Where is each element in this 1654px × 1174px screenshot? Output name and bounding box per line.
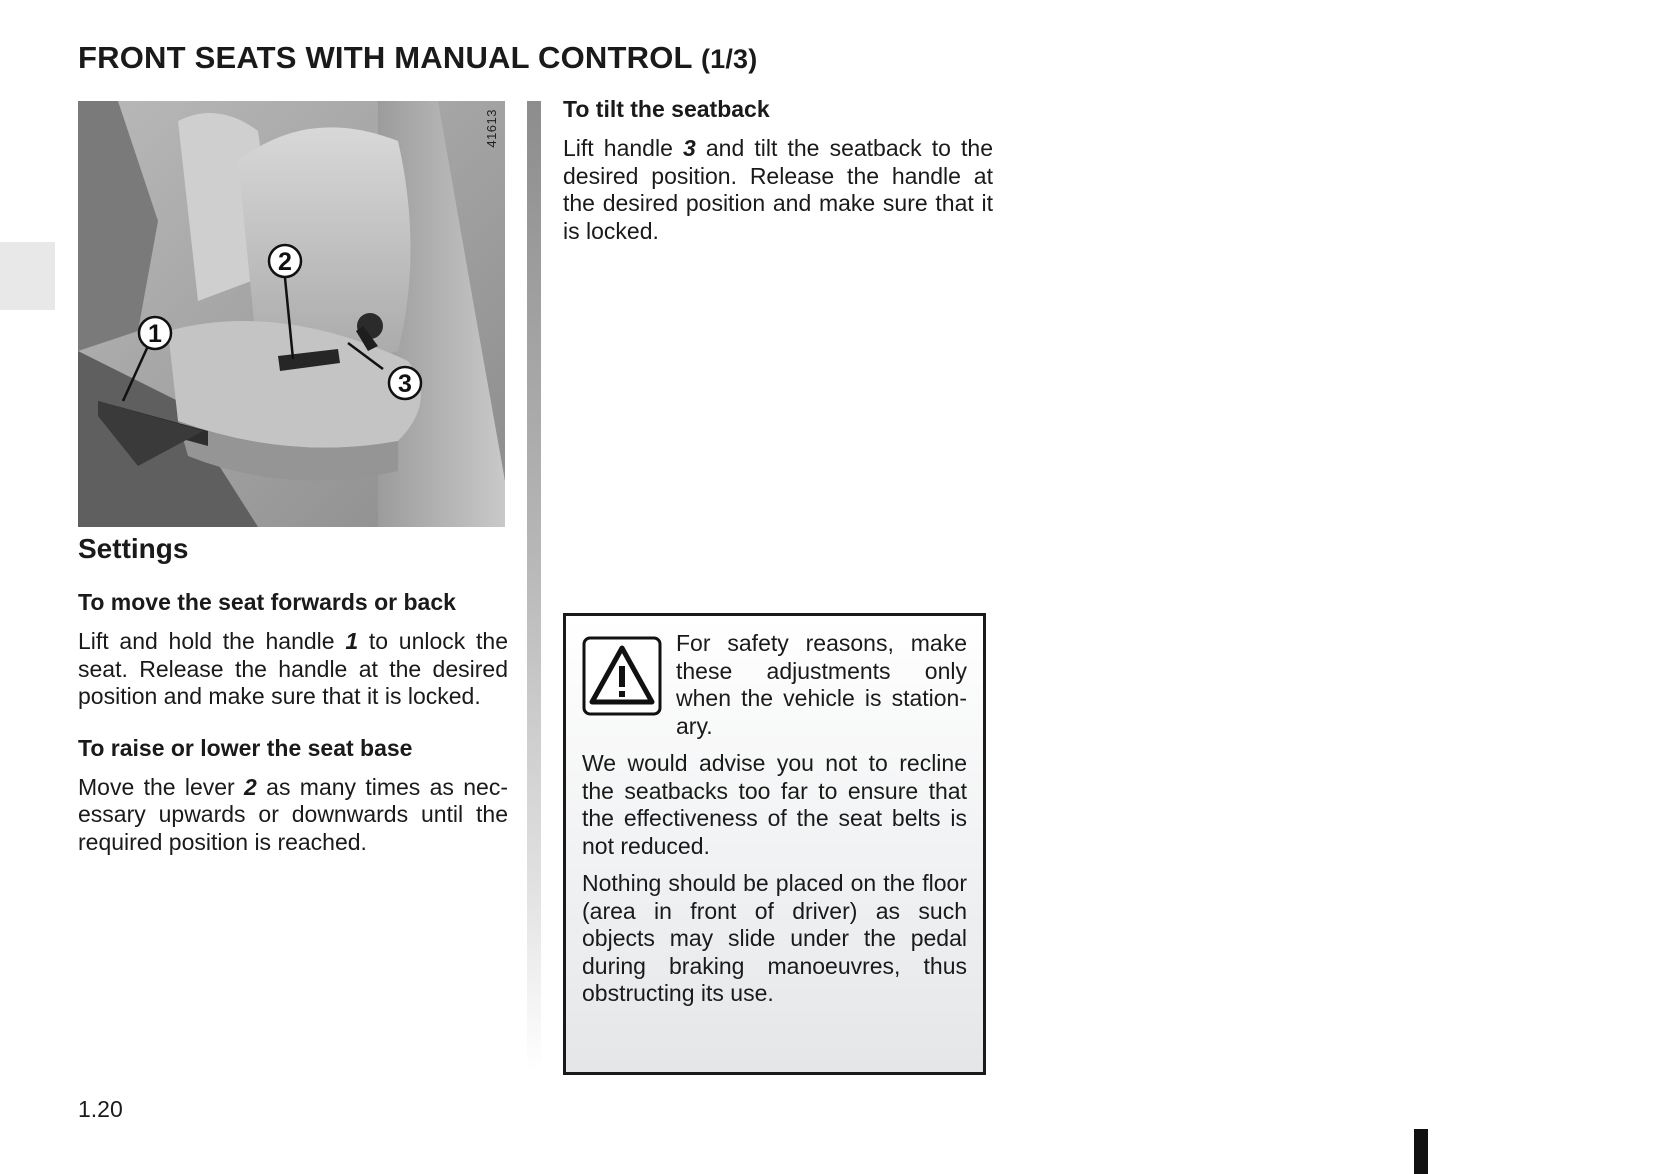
page-title-text: FRONT SEATS WITH MANUAL CONTROL (78, 40, 693, 75)
callout-2-label: 2 (278, 248, 292, 276)
tilt-heading: To tilt the seatback (563, 96, 770, 122)
tilt-column (563, 96, 993, 269)
warning-lead-text: For safety reasons, make these adjustments only when the vehicle is station-ary. (676, 630, 967, 739)
callout-3-label: 3 (398, 370, 412, 398)
column-divider (527, 101, 541, 1071)
safety-warning-box (563, 613, 986, 1075)
tilt-text (563, 135, 993, 245)
seat-photo (78, 101, 505, 527)
page-title-part: (1/3) (700, 44, 758, 74)
settings-column (78, 533, 508, 880)
warning-floor-text: Nothing should be placed on the floor (area in front of driver) as such objects may slide under the pedal during braking manoeuvres, thus obstructing its use. (582, 870, 967, 1006)
raise-seat-text (78, 774, 508, 857)
callout-1 (139, 317, 171, 349)
move-seat-text-a: Lift and hold the handle (78, 628, 346, 654)
callout-2 (269, 245, 301, 277)
warning-recline-text: We would advise you not to recline the seatbacks too far to ensure that the effectiveness of the seat belts is not reduced. (582, 750, 967, 859)
raise-seat-heading: To raise or lower the seat base (78, 734, 413, 761)
callout-1-label: 1 (148, 320, 162, 348)
move-seat-text (78, 628, 508, 711)
tilt-text-b: and tilt the seatback to the desired position. Release the handle at the desired position and make sure that it is locked. (563, 135, 994, 244)
seat-illustration (78, 101, 505, 527)
raise-seat-ref: 2 (244, 773, 257, 800)
move-seat-ref: 1 (345, 628, 359, 654)
warning-header (582, 630, 967, 740)
tilt-text-a: Lift handle (563, 135, 683, 161)
chapter-side-tab (0, 242, 55, 310)
raise-seat-text-a: Move the lever (78, 773, 245, 800)
tilt-ref: 3 (682, 135, 696, 161)
move-seat-text-b: to unlock the seat. Release the handle at the desired position and make sure that it is locked. (78, 628, 508, 709)
callout-3 (389, 367, 421, 399)
page-edge-marker (1414, 1129, 1428, 1174)
move-seat-heading: To move the seat forwards or back (78, 589, 456, 615)
settings-heading: Settings (78, 533, 189, 564)
figure-code: 41613 (484, 109, 499, 148)
page-number: 1.20 (78, 1096, 123, 1122)
page-title (78, 40, 757, 76)
warning-triangle-icon (582, 636, 662, 716)
raise-seat-text-b: as many times as nec-essary upwards or downwards until the required position is reached. (78, 773, 508, 855)
